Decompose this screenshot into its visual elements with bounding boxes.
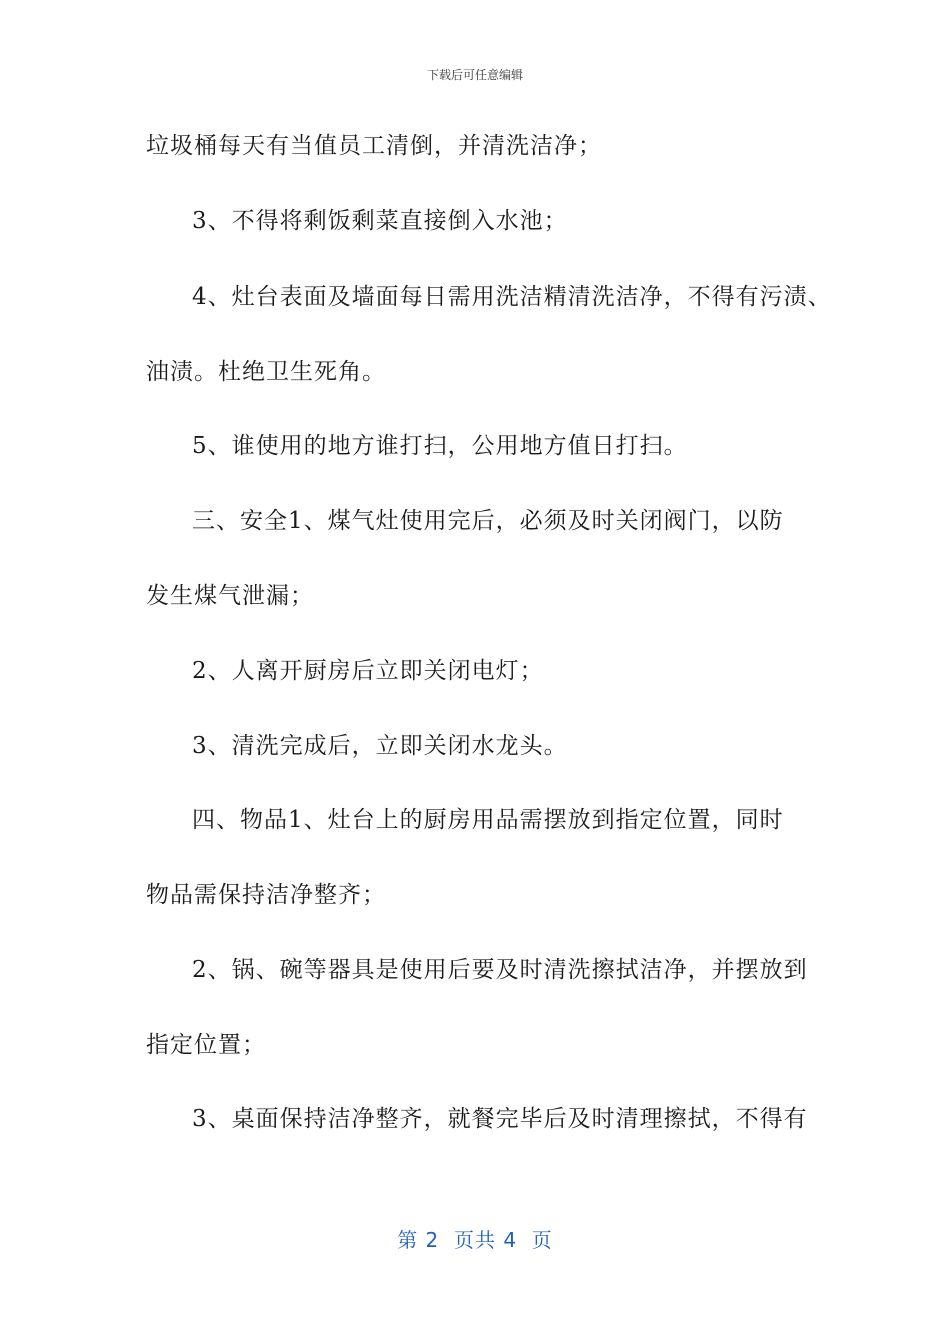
paragraph-line: 3、不得将剩饭剩菜直接倒入水池； bbox=[192, 208, 568, 234]
paragraph-line: 油渍。杜绝卫生死角。 bbox=[146, 359, 386, 385]
paragraph-line: 2、人离开厨房后立即关闭电灯； bbox=[192, 658, 544, 684]
paragraph-line: 3、清洗完成后，立即关闭水龙头。 bbox=[192, 733, 568, 759]
paragraph-line: 指定位置； bbox=[146, 1032, 266, 1058]
paragraph-line: 2、锅、碗等器具是使用后要及时清洗擦拭洁净，并摆放到 bbox=[192, 957, 808, 983]
paragraph-line: 物品需保持洁净整齐； bbox=[146, 882, 386, 908]
paragraph-line: 3、桌面保持洁净整齐，就餐完毕后及时清理擦拭，不得有 bbox=[192, 1106, 808, 1132]
paragraph-line: 4、灶台表面及墙面每日需用洗洁精清洗洁净，不得有污渍、 bbox=[192, 284, 832, 310]
section-heading-line: 三、安全1、煤气灶使用完后，必须及时关闭阀门，以防 bbox=[192, 508, 784, 534]
paragraph-line: 5、谁使用的地方谁打扫，公用地方值日打扫。 bbox=[192, 433, 688, 459]
page-number-footer: 第 2 页共 4 页 bbox=[397, 1228, 553, 1252]
page-header-note: 下载后可任意编辑 bbox=[426, 68, 523, 82]
section-heading-line: 四、物品1、灶台上的厨房用品需摆放到指定位置，同时 bbox=[192, 807, 784, 833]
paragraph-line: 垃圾桶每天有当值员工清倒，并清洗洁净； bbox=[146, 133, 602, 159]
paragraph-line: 发生煤气泄漏； bbox=[146, 583, 314, 609]
